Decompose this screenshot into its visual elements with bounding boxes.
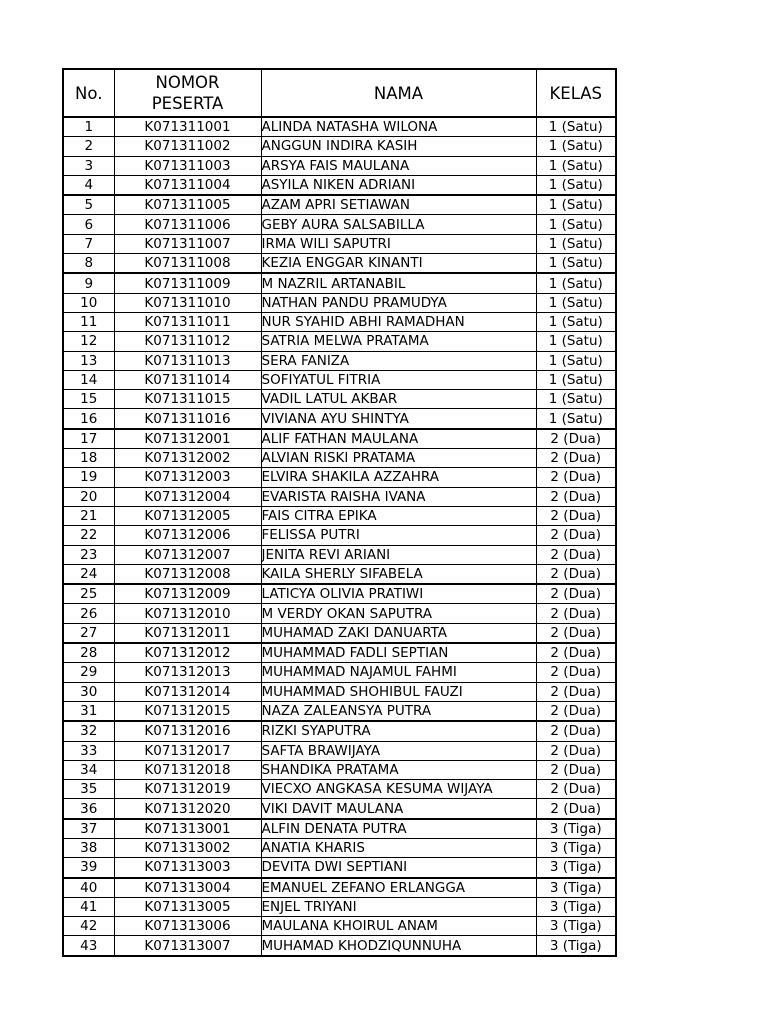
- table-body: [63, 117, 616, 956]
- table-row: [63, 487, 616, 506]
- cell-nama: MUHAMAD KHODZIQUNNUHA: [261, 936, 536, 956]
- cell-kelas: 2 (Dua): [536, 643, 616, 663]
- cell-nama: KEZIA ENGGAR KINANTI: [261, 254, 536, 274]
- cell-nomor-peserta: K071313005: [114, 897, 261, 916]
- cell-nomor-peserta: K071311009: [114, 273, 261, 293]
- cell-kelas: 3 (Tiga): [536, 819, 616, 839]
- cell-nama: EVARISTA RAISHA IVANA: [261, 487, 536, 506]
- table-row: [63, 234, 616, 253]
- cell-kelas: 2 (Dua): [536, 701, 616, 721]
- table-row: [63, 682, 616, 701]
- cell-nomor-peserta: K071312005: [114, 506, 261, 525]
- table-row: [63, 760, 616, 779]
- cell-nama: ALVIAN RISKI PRATAMA: [261, 449, 536, 468]
- header-row: [63, 69, 616, 117]
- table-row: [63, 351, 616, 370]
- cell-no: 7: [63, 234, 114, 253]
- cell-nama: EMANUEL ZEFANO ERLANGGA: [261, 878, 536, 898]
- table-row: [63, 878, 616, 898]
- cell-nama: NATHAN PANDU PRAMUDYA: [261, 293, 536, 312]
- cell-nama: M NAZRIL ARTANABIL: [261, 273, 536, 293]
- cell-no: 24: [63, 564, 114, 584]
- table-row: [63, 137, 616, 156]
- cell-no: 33: [63, 741, 114, 760]
- table-row: [63, 564, 616, 584]
- cell-nomor-peserta: K071312011: [114, 623, 261, 643]
- cell-kelas: 1 (Satu): [536, 156, 616, 175]
- cell-no: 32: [63, 721, 114, 741]
- cell-kelas: 2 (Dua): [536, 623, 616, 643]
- cell-nomor-peserta: K071312010: [114, 604, 261, 623]
- cell-no: 12: [63, 332, 114, 351]
- cell-no: 37: [63, 819, 114, 839]
- table-row: [63, 838, 616, 857]
- cell-kelas: 3 (Tiga): [536, 936, 616, 956]
- cell-nomor-peserta: K071313006: [114, 917, 261, 936]
- cell-no: 21: [63, 506, 114, 525]
- cell-nama: ANGGUN INDIRA KASIH: [261, 137, 536, 156]
- cell-nama: SOFIYATUL FITRIA: [261, 370, 536, 389]
- cell-no: 8: [63, 254, 114, 274]
- cell-kelas: 1 (Satu): [536, 370, 616, 389]
- cell-nomor-peserta: K071311003: [114, 156, 261, 175]
- cell-nomor-peserta: K071312001: [114, 429, 261, 449]
- cell-nomor-peserta: K071313003: [114, 858, 261, 878]
- cell-nomor-peserta: K071312017: [114, 741, 261, 760]
- cell-no: 18: [63, 449, 114, 468]
- cell-nama: IRMA WILI SAPUTRI: [261, 234, 536, 253]
- cell-kelas: 1 (Satu): [536, 175, 616, 195]
- cell-nomor-peserta: K071311004: [114, 175, 261, 195]
- cell-nama: MUHAMMAD NAJAMUL FAHMI: [261, 663, 536, 682]
- table-row: [63, 936, 616, 956]
- cell-no: 13: [63, 351, 114, 370]
- cell-nama: ALFIN DENATA PUTRA: [261, 819, 536, 839]
- cell-nomor-peserta: K071311014: [114, 370, 261, 389]
- table-header: [63, 69, 616, 117]
- cell-no: 35: [63, 780, 114, 799]
- cell-nama: ARSYA FAIS MAULANA: [261, 156, 536, 175]
- cell-nomor-peserta: K071311012: [114, 332, 261, 351]
- cell-nomor-peserta: K071312004: [114, 487, 261, 506]
- cell-no: 31: [63, 701, 114, 721]
- table-row: [63, 390, 616, 409]
- cell-nama: GEBY AURA SALSABILLA: [261, 215, 536, 234]
- table-row: [63, 701, 616, 721]
- cell-nama: KAILA SHERLY SIFABELA: [261, 564, 536, 584]
- cell-kelas: 1 (Satu): [536, 195, 616, 215]
- cell-nomor-peserta: K071312006: [114, 526, 261, 545]
- cell-no: 22: [63, 526, 114, 545]
- cell-nama: AZAM APRI SETIAWAN: [261, 195, 536, 215]
- cell-nama: VIVIANA AYU SHINTYA: [261, 409, 536, 429]
- cell-nomor-peserta: K071313002: [114, 838, 261, 857]
- table-row: [63, 897, 616, 916]
- table-row: [63, 545, 616, 564]
- cell-nama: ANATIA KHARIS: [261, 838, 536, 857]
- cell-nama: FAIS CITRA EPIKA: [261, 506, 536, 525]
- header-kelas: KELAS: [536, 69, 616, 117]
- cell-kelas: 1 (Satu): [536, 254, 616, 274]
- table-row: [63, 721, 616, 741]
- header-nomor-line2: PESERTA: [151, 94, 224, 113]
- table-row: [63, 312, 616, 331]
- cell-no: 41: [63, 897, 114, 916]
- cell-kelas: 2 (Dua): [536, 721, 616, 741]
- cell-no: 5: [63, 195, 114, 215]
- cell-nomor-peserta: K071312014: [114, 682, 261, 701]
- cell-nama: MUHAMMAD SHOHIBUL FAUZI: [261, 682, 536, 701]
- cell-nomor-peserta: K071312003: [114, 468, 261, 487]
- cell-kelas: 2 (Dua): [536, 564, 616, 584]
- cell-kelas: 1 (Satu): [536, 409, 616, 429]
- cell-no: 20: [63, 487, 114, 506]
- cell-nomor-peserta: K071312007: [114, 545, 261, 564]
- cell-kelas: 3 (Tiga): [536, 858, 616, 878]
- table-row: [63, 156, 616, 175]
- table-row: [63, 526, 616, 545]
- cell-kelas: 2 (Dua): [536, 584, 616, 604]
- cell-nomor-peserta: K071312019: [114, 780, 261, 799]
- cell-nama: ALINDA NATASHA WILONA: [261, 117, 536, 137]
- cell-no: 42: [63, 917, 114, 936]
- cell-nama: ASYILA NIKEN ADRIANI: [261, 175, 536, 195]
- cell-no: 36: [63, 799, 114, 819]
- cell-kelas: 2 (Dua): [536, 799, 616, 819]
- cell-nomor-peserta: K071312013: [114, 663, 261, 682]
- cell-nomor-peserta: K071313004: [114, 878, 261, 898]
- table-row: [63, 370, 616, 389]
- cell-nomor-peserta: K071312016: [114, 721, 261, 741]
- cell-kelas: 1 (Satu): [536, 137, 616, 156]
- table-row: [63, 175, 616, 195]
- cell-kelas: 1 (Satu): [536, 390, 616, 409]
- cell-kelas: 3 (Tiga): [536, 897, 616, 916]
- cell-no: 34: [63, 760, 114, 779]
- cell-no: 4: [63, 175, 114, 195]
- table-row: [63, 332, 616, 351]
- table-row: [63, 215, 616, 234]
- table-row: [63, 623, 616, 643]
- cell-no: 23: [63, 545, 114, 564]
- table-row: [63, 643, 616, 663]
- cell-nomor-peserta: K071311007: [114, 234, 261, 253]
- cell-kelas: 2 (Dua): [536, 429, 616, 449]
- cell-nomor-peserta: K071311015: [114, 390, 261, 409]
- cell-kelas: 1 (Satu): [536, 273, 616, 293]
- cell-no: 9: [63, 273, 114, 293]
- cell-kelas: 3 (Tiga): [536, 838, 616, 857]
- cell-kelas: 2 (Dua): [536, 526, 616, 545]
- cell-kelas: 2 (Dua): [536, 604, 616, 623]
- cell-no: 30: [63, 682, 114, 701]
- cell-nomor-peserta: K071311011: [114, 312, 261, 331]
- cell-no: 17: [63, 429, 114, 449]
- cell-no: 1: [63, 117, 114, 137]
- table-row: [63, 506, 616, 525]
- cell-no: 28: [63, 643, 114, 663]
- cell-nomor-peserta: K071311006: [114, 215, 261, 234]
- cell-nomor-peserta: K071313007: [114, 936, 261, 956]
- cell-no: 39: [63, 858, 114, 878]
- table-row: [63, 799, 616, 819]
- cell-nomor-peserta: K071311005: [114, 195, 261, 215]
- cell-nama: LATICYA OLIVIA PRATIWI: [261, 584, 536, 604]
- cell-nomor-peserta: K071313001: [114, 819, 261, 839]
- table-row: [63, 780, 616, 799]
- cell-kelas: 2 (Dua): [536, 780, 616, 799]
- cell-nomor-peserta: K071312020: [114, 799, 261, 819]
- cell-no: 40: [63, 878, 114, 898]
- cell-kelas: 1 (Satu): [536, 117, 616, 137]
- cell-nomor-peserta: K071312008: [114, 564, 261, 584]
- cell-nama: SHANDIKA PRATAMA: [261, 760, 536, 779]
- cell-nama: ALIF FATHAN MAULANA: [261, 429, 536, 449]
- cell-nama: ELVIRA SHAKILA AZZAHRA: [261, 468, 536, 487]
- cell-kelas: 2 (Dua): [536, 468, 616, 487]
- cell-no: 2: [63, 137, 114, 156]
- cell-nama: NUR SYAHID ABHI RAMADHAN: [261, 312, 536, 331]
- table-row: [63, 117, 616, 137]
- cell-kelas: 2 (Dua): [536, 487, 616, 506]
- cell-kelas: 2 (Dua): [536, 663, 616, 682]
- cell-no: 25: [63, 584, 114, 604]
- table-row: [63, 741, 616, 760]
- table-row: [63, 409, 616, 429]
- cell-nama: NAZA ZALEANSYA PUTRA: [261, 701, 536, 721]
- cell-no: 3: [63, 156, 114, 175]
- table-row: [63, 293, 616, 312]
- cell-nama: M VERDY OKAN SAPUTRA: [261, 604, 536, 623]
- cell-kelas: 1 (Satu): [536, 312, 616, 331]
- cell-kelas: 2 (Dua): [536, 506, 616, 525]
- cell-nomor-peserta: K071311001: [114, 117, 261, 137]
- table-row: [63, 195, 616, 215]
- cell-no: 16: [63, 409, 114, 429]
- table-row: [63, 429, 616, 449]
- cell-no: 6: [63, 215, 114, 234]
- cell-kelas: 2 (Dua): [536, 545, 616, 564]
- cell-kelas: 1 (Satu): [536, 215, 616, 234]
- cell-nama: VIECXO ANGKASA KESUMA WIJAYA: [261, 780, 536, 799]
- table-row: [63, 917, 616, 936]
- cell-nomor-peserta: K071311002: [114, 137, 261, 156]
- cell-nomor-peserta: K071312018: [114, 760, 261, 779]
- cell-kelas: 1 (Satu): [536, 351, 616, 370]
- header-nomor-line1: NOMOR: [155, 73, 220, 92]
- cell-nama: MUHAMAD ZAKI DANUARTA: [261, 623, 536, 643]
- cell-nama: SAFTA BRAWIJAYA: [261, 741, 536, 760]
- table-row: [63, 468, 616, 487]
- cell-kelas: 2 (Dua): [536, 760, 616, 779]
- table-row: [63, 858, 616, 878]
- cell-nama: DEVITA DWI SEPTIANI: [261, 858, 536, 878]
- cell-no: 27: [63, 623, 114, 643]
- cell-nomor-peserta: K071312012: [114, 643, 261, 663]
- cell-nama: SATRIA MELWA PRATAMA: [261, 332, 536, 351]
- cell-nomor-peserta: K071312015: [114, 701, 261, 721]
- cell-kelas: 3 (Tiga): [536, 878, 616, 898]
- cell-kelas: 1 (Satu): [536, 332, 616, 351]
- header-nomor-peserta: [114, 69, 261, 117]
- header-nama: NAMA: [261, 69, 536, 117]
- cell-no: 26: [63, 604, 114, 623]
- cell-kelas: 1 (Satu): [536, 293, 616, 312]
- cell-nomor-peserta: K071311010: [114, 293, 261, 312]
- cell-kelas: 2 (Dua): [536, 449, 616, 468]
- cell-nama: RIZKI SYAPUTRA: [261, 721, 536, 741]
- cell-nomor-peserta: K071312009: [114, 584, 261, 604]
- table-row: [63, 663, 616, 682]
- cell-kelas: 2 (Dua): [536, 682, 616, 701]
- table-row: [63, 819, 616, 839]
- cell-nama: FELISSA PUTRI: [261, 526, 536, 545]
- cell-nama: VIKI DAVIT MAULANA: [261, 799, 536, 819]
- header-no: No.: [63, 69, 114, 117]
- cell-no: 29: [63, 663, 114, 682]
- cell-nama: JENITA REVI ARIANI: [261, 545, 536, 564]
- cell-nama: SERA FANIZA: [261, 351, 536, 370]
- cell-kelas: 1 (Satu): [536, 234, 616, 253]
- cell-no: 38: [63, 838, 114, 857]
- cell-no: 11: [63, 312, 114, 331]
- participant-table: [62, 68, 617, 957]
- table-row: [63, 273, 616, 293]
- cell-nomor-peserta: K071312002: [114, 449, 261, 468]
- cell-nomor-peserta: K071311008: [114, 254, 261, 274]
- cell-nama: ENJEL TRIYANI: [261, 897, 536, 916]
- table-row: [63, 584, 616, 604]
- cell-nomor-peserta: K071311013: [114, 351, 261, 370]
- cell-no: 19: [63, 468, 114, 487]
- cell-no: 10: [63, 293, 114, 312]
- cell-nomor-peserta: K071311016: [114, 409, 261, 429]
- table-row: [63, 254, 616, 274]
- cell-no: 43: [63, 936, 114, 956]
- cell-nama: MAULANA KHOIRUL ANAM: [261, 917, 536, 936]
- cell-nama: VADIL LATUL AKBAR: [261, 390, 536, 409]
- cell-no: 15: [63, 390, 114, 409]
- cell-kelas: 3 (Tiga): [536, 917, 616, 936]
- cell-kelas: 2 (Dua): [536, 741, 616, 760]
- cell-nama: MUHAMMAD FADLI SEPTIAN: [261, 643, 536, 663]
- cell-no: 14: [63, 370, 114, 389]
- table-row: [63, 449, 616, 468]
- table-row: [63, 604, 616, 623]
